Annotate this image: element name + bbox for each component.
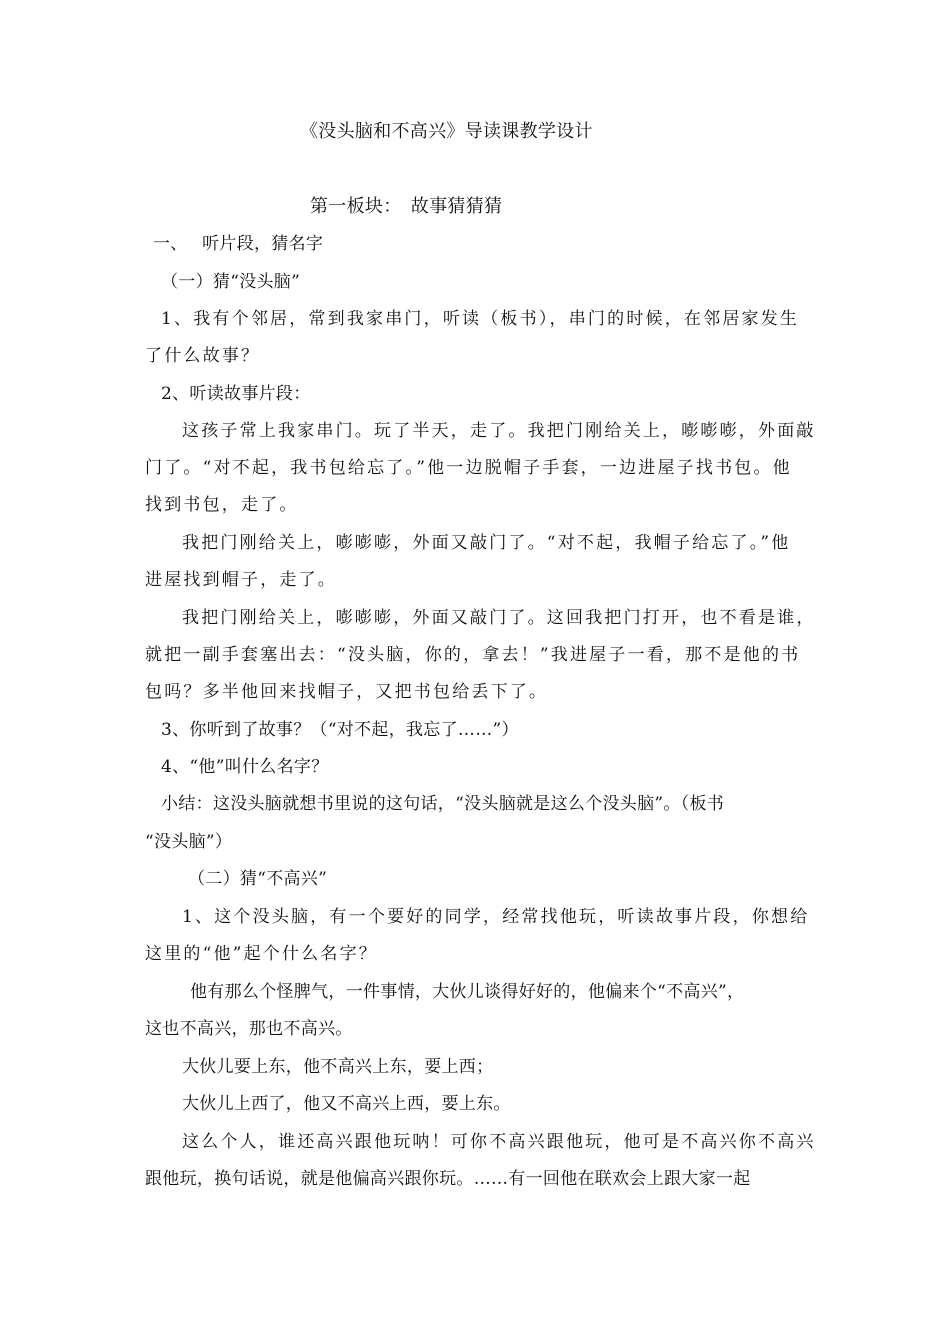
paragraph-line: 大伙儿上西了，他又不高兴上西，要上东。 (182, 1094, 511, 1114)
paragraph-line: 我把门刚给关上，嘭嘭嘭，外面又敲门了。这回我把门打开，也不看是谁， (182, 608, 816, 628)
section-heading: 第一板块： 故事猜猜猜 (310, 196, 503, 217)
paragraph-line: 1、我有个邻居，常到我家串门，听读（板书），串门的时候，在邻居家发生 (161, 309, 800, 329)
part-heading: 一、 听片段，猜名字 (153, 234, 324, 254)
paragraph-line: 他有那么个怪脾气，一件事情，大伙儿谈得好好的，他偏来个“不高兴”， (190, 982, 745, 1002)
paragraph-line: 这里的“他”起个什么名字？ (145, 944, 378, 964)
paragraph-line: 大伙儿要上东，他不高兴上东，要上西； (182, 1057, 494, 1077)
paragraph-line: 跟他玩，换句话说，就是他偏高兴跟你玩。……有一回他在联欢会上跟大家一起 (145, 1169, 751, 1189)
subheading: （二）猜“不高兴” (188, 869, 328, 889)
paragraph-line: 这么个人，谁还高兴跟他玩呐！可你不高兴跟他玩，他可是不高兴你不高兴 (182, 1132, 816, 1152)
paragraph-line: “没头脑”） (145, 832, 233, 852)
paragraph-line: 1、这个没头脑，有一个要好的同学，经常找他玩，听读故事片段，你想给 (182, 907, 810, 927)
paragraph-line: 进屋找到帽子，走了。 (145, 570, 337, 590)
paragraph-line: 这也不高兴，那也不高兴。 (145, 1019, 353, 1039)
paragraph-line: 我把门刚给关上，嘭嘭嘭，外面又敲门了。“对不起，我帽子给忘了。”他 (182, 533, 791, 553)
paragraph-line: 这孩子常上我家串门。玩了半天，走了。我把门刚给关上，嘭嘭嘭，外面敲 (182, 421, 816, 441)
subheading: （一）猜“没头脑” (161, 272, 301, 292)
paragraph-line: 了什么故事？ (145, 346, 261, 366)
paragraph-line: 门了。“对不起，我书包给忘了。”他一边脱帽子手套，一边进屋子找书包。他 (145, 458, 792, 478)
paragraph-line: 包吗？多半他回来找帽子，又把书包给丢下了。 (145, 682, 549, 702)
paragraph-line: 2、听读故事片段： (161, 384, 311, 404)
paragraph-line: 找到书包，走了。 (145, 495, 299, 515)
paragraph-line: 就把一副手套塞出去：“没头脑，你的，拿去！”我进屋子一看，那不是他的书 (145, 645, 801, 665)
page-title: 《没头脑和不高兴》导读课教学设计 (300, 121, 593, 142)
paragraph-line: 3、你听到了故事？（“对不起，我忘了……”） (161, 720, 519, 740)
paragraph-line: 4、“他”叫什么名字？ (161, 757, 329, 777)
paragraph-line: 小结：这没头脑就想书里说的这句话，“没头脑就是这么个没头脑”。（板书 (161, 794, 725, 814)
